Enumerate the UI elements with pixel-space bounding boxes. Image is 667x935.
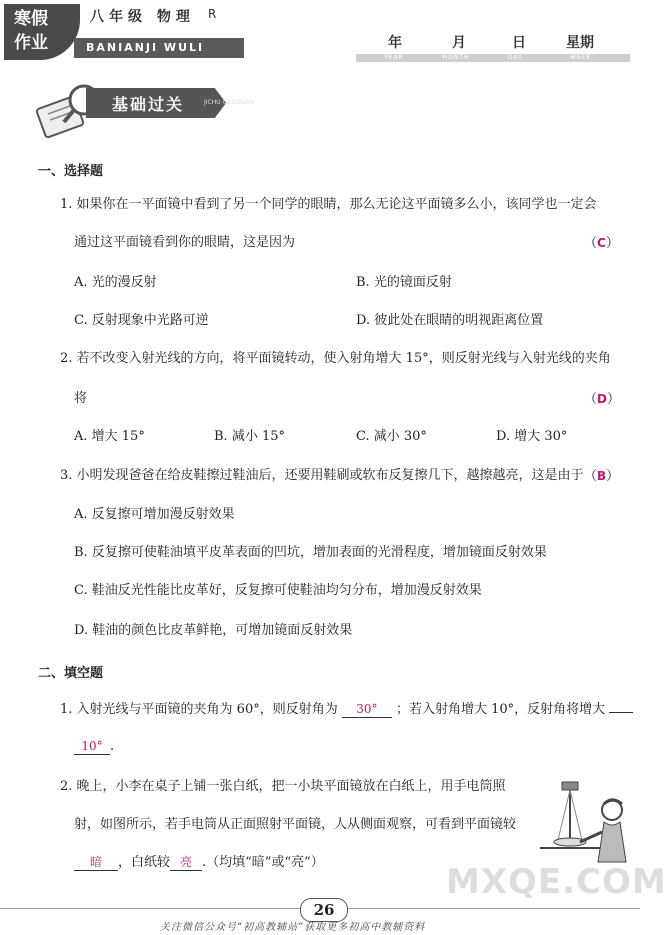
date-month-label: 月 <box>452 35 466 51</box>
q1-option-d: D. 彼此处在眼睛的明视距离位置 <box>356 313 544 328</box>
fill-q1-blank-tail <box>609 712 633 713</box>
date-month-en: MONTH <box>442 54 470 61</box>
fill-q2-end: .（均填“暗”或“亮”） <box>202 855 324 870</box>
fill-q2-line3 <box>74 854 324 872</box>
q2-option-a: A. 增大 15° <box>74 429 145 444</box>
q3-option-a: A. 反复擦可增加漫反射效果 <box>74 507 235 522</box>
q2-answer-paren: （D） <box>584 392 620 407</box>
q3-answer: B <box>597 469 607 483</box>
q3-option-c: C. 鞋油反光性能比皮革好，反复擦可使鞋油均匀分布，增加漫反射效果 <box>74 583 482 598</box>
fill-q1-line1 <box>60 701 633 719</box>
flashlight-mirror-illustration <box>540 778 632 868</box>
page-number: 26 <box>300 898 348 922</box>
q2-line2: 将 <box>74 391 88 406</box>
date-day-en: DAY <box>508 54 523 61</box>
q3-option-b: B. 反复擦可使鞋油填平皮革表面的凹坑，增加表面的光滑程度，增加镜面反射效果 <box>74 545 547 560</box>
banner-title: 基础过关 <box>112 95 185 114</box>
fill-q1-blank1: 30° <box>342 701 392 718</box>
section1-title: 一、选择题 <box>38 164 104 179</box>
badge-line1: 寒假 <box>14 9 48 29</box>
fill-q2-blank1: 暗 <box>74 854 118 871</box>
fill-q1-part3: . <box>110 739 115 754</box>
q3-line1: 3. 小明发现爸爸在给皮鞋擦过鞋油后，还要用鞋刷或软布反复擦几下，越擦越亮，这是由于 <box>60 468 584 483</box>
q3-option-d: D. 鞋油的颜色比皮革鲜艳，可增加镜面反射效果 <box>74 623 353 638</box>
footer-rule-right <box>346 908 640 909</box>
footer-note: 关注微信公众号“初高教辅站”获取更多初高中教辅资料 <box>160 922 426 933</box>
watermark: MXQE.COM <box>446 862 667 902</box>
date-week-en: WEEK <box>570 54 592 61</box>
fill-q2-mid: ，白纸较 <box>118 855 171 870</box>
q1-option-c: C. 反射现象中光路可逆 <box>74 313 209 328</box>
q1-option-b: B. 光的镜面反射 <box>356 275 452 290</box>
q3-answer-paren: （B） <box>584 469 620 484</box>
grade-subject: 八年级 物理 <box>90 9 195 25</box>
fill-q1-blank2: 10° <box>74 738 110 755</box>
date-year-en: YEAR <box>384 54 404 61</box>
q1-answer-paren: （C） <box>584 236 619 251</box>
q2-option-d: D. 增大 30° <box>496 429 568 444</box>
fill-q2-line1: 2. 晚上，小李在桌子上铺一张白纸，把一小块平面镜放在白纸上，用手电筒照 <box>60 779 506 794</box>
date-year-label: 年 <box>388 35 402 51</box>
q2-option-c: C. 减小 30° <box>356 429 427 444</box>
fill-q2-line2: 射，如图所示，若手电筒从正面照射平面镜，人从侧面观察，可看到平面镜较 <box>74 817 517 832</box>
q2-answer: D <box>597 392 607 406</box>
fill-q1-part1: 1. 入射光线与平面镜的夹角为 60°，则反射角为 <box>60 702 338 717</box>
edition-mark: R <box>208 7 217 21</box>
header-badge <box>4 4 80 60</box>
q1-line2: 通过这平面镜看到你的眼睛，这是因为 <box>74 235 296 250</box>
fill-q1-line2 <box>74 738 114 756</box>
fill-q2-blank2: 亮 <box>170 854 202 871</box>
date-day-label: 日 <box>512 35 526 51</box>
q2-option-b: B. 减小 15° <box>214 429 285 444</box>
badge-line2: 作业 <box>14 33 48 53</box>
q1-line1: 1. 如果你在一平面镜中看到了另一个同学的眼睛，那么无论这平面镜多么小，该同学也一定会 <box>60 197 597 212</box>
q1-option-a: A. 光的漫反射 <box>74 275 157 290</box>
date-week-label: 星期 <box>566 35 594 51</box>
fill-q1-part2: ；若入射角增大 10°，反射角将增大 <box>396 702 606 717</box>
q1-answer: C <box>597 236 606 250</box>
footer-rule-left <box>0 908 300 909</box>
banner-small: JICHU GUOGUAN <box>204 99 254 106</box>
section2-title: 二、填空题 <box>38 666 104 681</box>
q2-line1: 2. 若不改变入射光线的方向，将平面镜转动，使入射角增大 15°，则反射光线与入射光线的夹角 <box>60 351 611 366</box>
subtitle-pinyin: BANIANJI WULI <box>74 38 244 58</box>
